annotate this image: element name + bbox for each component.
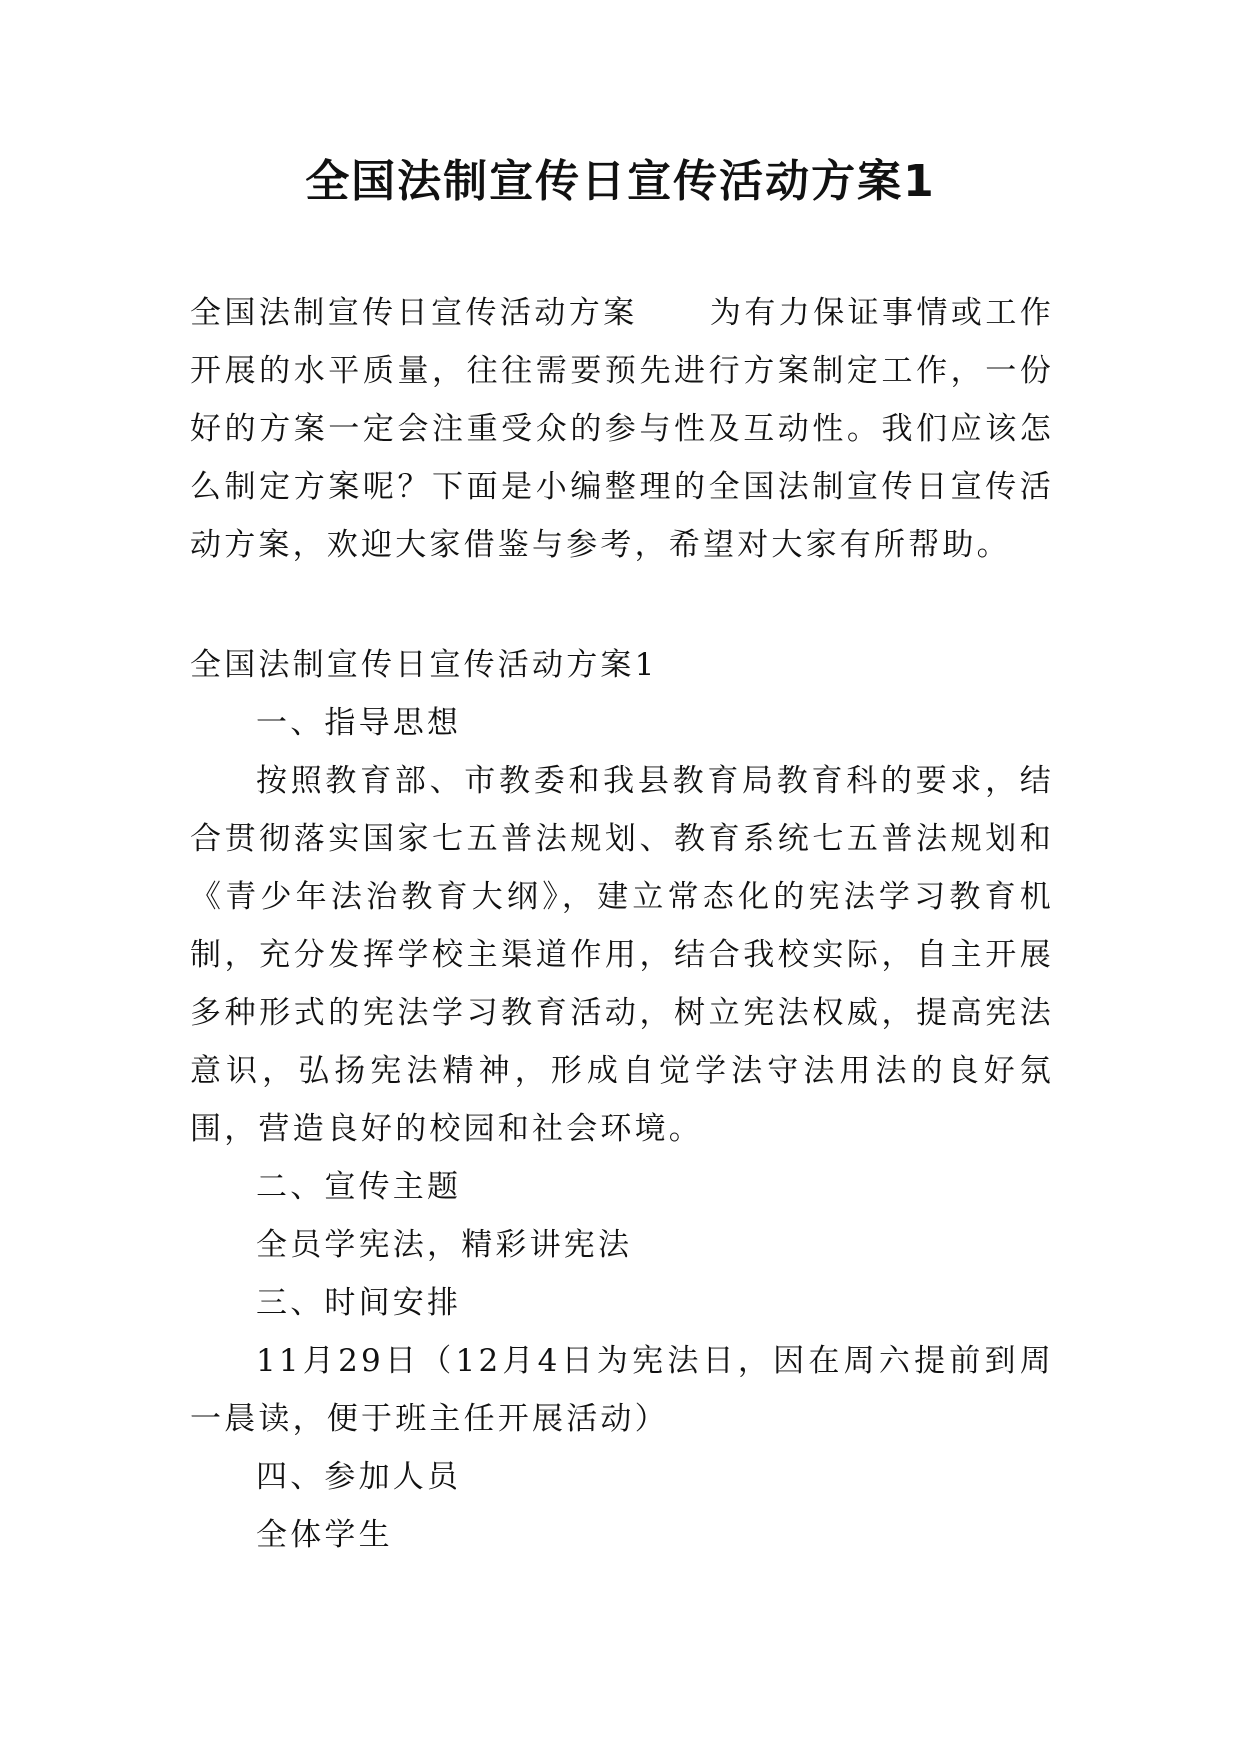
section-title: 全国法制宣传日宣传活动方案1 [190,647,658,683]
intro-paragraph [190,284,1054,574]
intro-lead: 全国法制宣传日宣传活动方案 [190,295,638,331]
heading-schedule: 三、时间安排 [256,1285,462,1321]
paragraph-guiding-ideology: 按照教育部、市教委和我县教育局教育科的要求，结合贯彻落实国家七五普法规划、教育系统七五普法规划和《青少年法治教育大纲》，建立常态化的宪法学习教育机制，充分发挥学校主渠道作用，结合我校实际，自主开展多种形式的宪法学习教育活动，树立宪法权威，提高宪法意识，弘扬宪法精神，形成自觉学法守法用法的良好氛围，营造良好的校园和社会环境。 [190,763,1054,1147]
heading-participants: 四、参加人员 [256,1459,462,1495]
page-title: 全国法制宣传日宣传活动方案1 [305,156,936,207]
paragraph-schedule: 11月29日（12月4日为宪法日，因在周六提前到周一晨读，便于班主任开展活动） [190,1343,1054,1437]
heading-theme: 二、宣传主题 [256,1169,462,1205]
heading-guiding-ideology: 一、指导思想 [256,705,462,741]
document-body [190,636,1054,1564]
intro-text: 为有力保证事情或工作开展的水平质量，往往需要预先进行方案制定工作，一份好的方案一定会注重受众的参与性及互动性。我们应该怎么制定方案呢？下面是小编整理的全国法制宣传日宣传活动方案，欢迎大家借鉴与参考，希望对大家有所帮助。 [190,295,1054,563]
paragraph-theme: 全员学宪法，精彩讲宪法 [256,1227,633,1263]
paragraph-participants: 全体学生 [256,1517,393,1553]
